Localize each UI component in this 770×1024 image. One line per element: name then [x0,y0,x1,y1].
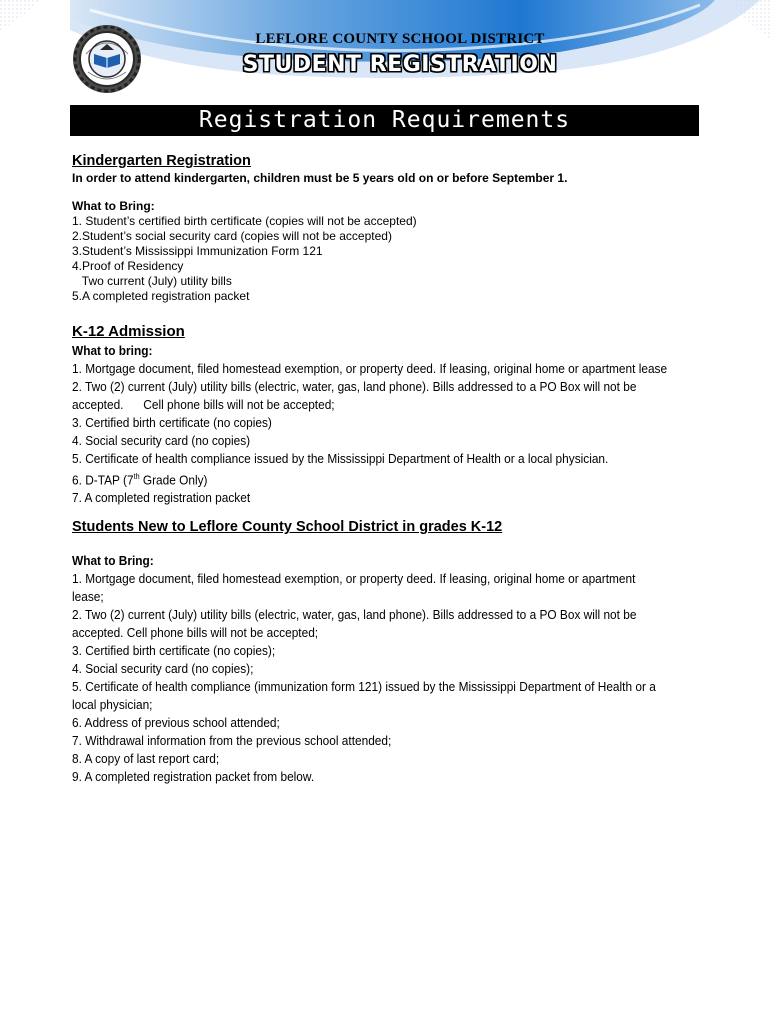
list-item-text: accepted. [72,397,124,412]
list-item: 5. Certificate of health compliance (immunization form 121) issued by the Mississippi Department of Health or a [72,679,656,694]
list-item-text: Grade Only) [139,472,208,488]
list-item: 1. Mortgage document, filed homestead exemption, or property deed. If leasing, original home or apartment lease [72,361,668,376]
list-item: lease; [72,589,104,604]
list-item: 3. Certified birth certificate (no copies); [72,643,276,658]
list-item: 5. Certificate of health compliance issued by the Mississippi Department of Health or a local physician. [72,451,609,466]
district-seal-icon [72,24,142,94]
list-item: 2. Two (2) current (July) utility bills (electric, water, gas, land phone). Bills addressed to a PO Box will not be [72,379,637,394]
list-item: accepted. Cell phone bills will not be accepted; [72,625,319,640]
list-item: 8. A copy of last report card; [72,751,220,766]
list-item [72,468,702,489]
list-item: local physician; [72,697,153,712]
list-item: 1. Student’s certified birth certificate (copies will not be accepted) [72,214,417,228]
new-students-what-to-bring: What to Bring: [72,553,154,568]
list-item: 3. Certified birth certificate (no copies) [72,415,272,430]
new-students-section [72,519,712,786]
k12-section [72,323,712,507]
list-item: 9. A completed registration packet from below. [72,769,315,784]
superscript: th [133,472,140,481]
kindergarten-section [72,153,712,304]
list-item: 3.Student’s Mississippi Immunization Form 121 [72,244,323,258]
list-item: 5.A completed registration packet [72,289,250,303]
list-item-text: 6. D-TAP (7 [72,472,134,488]
list-item: 7. A completed registration packet [72,490,251,506]
page-title: STUDENT REGISTRATION [242,52,558,77]
k12-heading: K-12 Admission [72,323,185,340]
list-item: 4.Proof of Residency [72,259,184,273]
list-item: 2.Student’s social security card (copies will not be accepted) [72,229,392,243]
list-item [72,396,702,414]
kindergarten-what-to-bring: What to Bring: [72,199,155,213]
new-students-heading: Students New to Leflore County School District in grades K-12 [72,519,503,535]
district-name: LEFLORE COUNTY SCHOOL DISTRICT [255,31,545,47]
list-item: 7. Withdrawal information from the previous school attended; [72,733,392,748]
list-item-text: Cell phone bills will not be accepted; [143,397,335,412]
list-item: 4. Social security card (no copies); [72,661,254,676]
kindergarten-age-rule: In order to attend kindergarten, children must be 5 years old on or before September 1. [72,171,568,185]
list-item: 4. Social security card (no copies) [72,433,251,448]
kindergarten-heading: Kindergarten Registration [72,153,251,169]
k12-what-to-bring: What to bring: [72,343,153,358]
list-item: 1. Mortgage document, filed homestead exemption, or property deed. If leasing, original home or apartment [72,571,636,586]
list-item: Two current (July) utility bills [72,274,232,288]
new-students-list [72,552,702,786]
list-item: 6. Address of previous school attended; [72,715,280,730]
kindergarten-list [72,214,712,304]
k12-list [72,342,702,507]
section-banner: Registration Requirements [70,105,699,136]
list-item: 2. Two (2) current (July) utility bills (electric, water, gas, land phone). Bills addressed to a PO Box will not be [72,607,637,622]
